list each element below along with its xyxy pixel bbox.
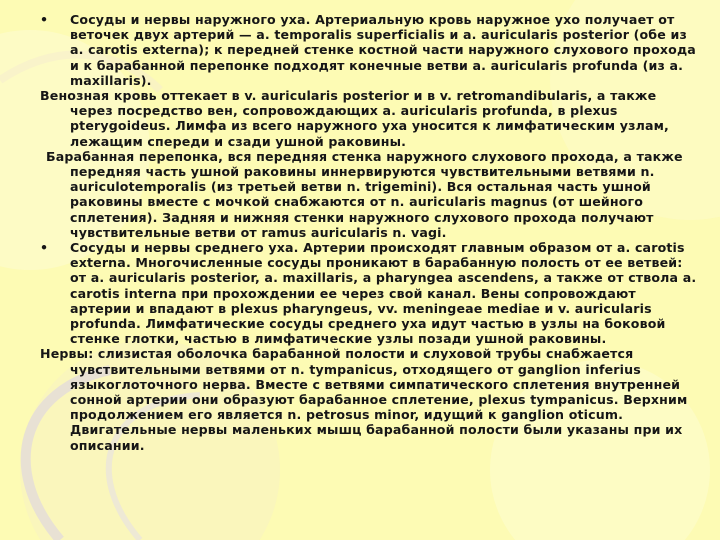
bullet-marker: • <box>40 240 49 256</box>
paragraph-nerves: Нервы: слизистая оболочка барабанной полости и слуховой трубы снабжается чувствительными ветвями от n. tympanicus, отходящего от ganglion inferius языкоглоточного нерва. Вместе с ветвями симпатического сплетения внутренней сонной артерии они образуют барабанное сплетение, plexus tympanicus. Верхним продолжением его является n. petrosus minor, идущий к ganglion oticum. Двигательные нервы маленьких мышц барабанной полости были указаны при их описании. <box>40 346 688 453</box>
bullet-marker: • <box>40 12 49 27</box>
slide-text <box>40 12 700 453</box>
paragraph-middle-ear-vessels: • Сосуды и нервы среднего уха. Артерии происходят главным образом от a. carotis externa. Многочисленные сосуды проникают в барабанную полость от ее ветвей: от a. auricularis posterior, a. maxillaris, a pharyngea ascendens, а также от ствола a. carotis interna при прохождении ее через свой канал. Вены сопровождают артерии и впадают в plexus pharyngeus, vv. meningeae mediae и v. auricularis profunda. Лимфатические сосуды среднего уха идут частью в узлы на боковой стенке глотки, частью в лимфатические узлы позади ушной раковины. <box>40 240 697 347</box>
paragraph-eardrum-innervation: Барабанная перепонка, вся передняя стенка наружного слухового прохода, а также передняя часть ушной раковины иннервируются чувствительными ветвями n. auriculotemporalis (из третьей ветви n. trigemini). Вся остальная часть ушной раковины вместе с мочкой снабжаются от n. auricularis magnus (от шейного сплетения). Задняя и нижняя стенки наружного слухового прохода получают чувствительные ветви от ramus auricularis n. vagi. <box>46 148 683 240</box>
paragraph-venous-outflow: Венозная кровь оттекает в v. auricularis posterior и в v. retromandibularis, а также через посредство вен, сопровождающих a. auricularis profunda, в plexus pterygoideus. Лимфа из всего наружного уха уносится к лимфатическим узлам, лежащим спереди и сзади ушной раковины. <box>40 88 669 149</box>
paragraph-outer-ear-vessels: • Сосуды и нервы наружного уха. Артериальную кровь наружное ухо получает от веточек двух артерий — a. temporalis superficialis и a. auricularis posterior (обе из a. carotis externa); к передней стенке костной части наружного слухового прохода и к барабанной перепонке подходят конечные ветви a. auricularis profunda (из a. maxillaris). <box>40 12 696 88</box>
